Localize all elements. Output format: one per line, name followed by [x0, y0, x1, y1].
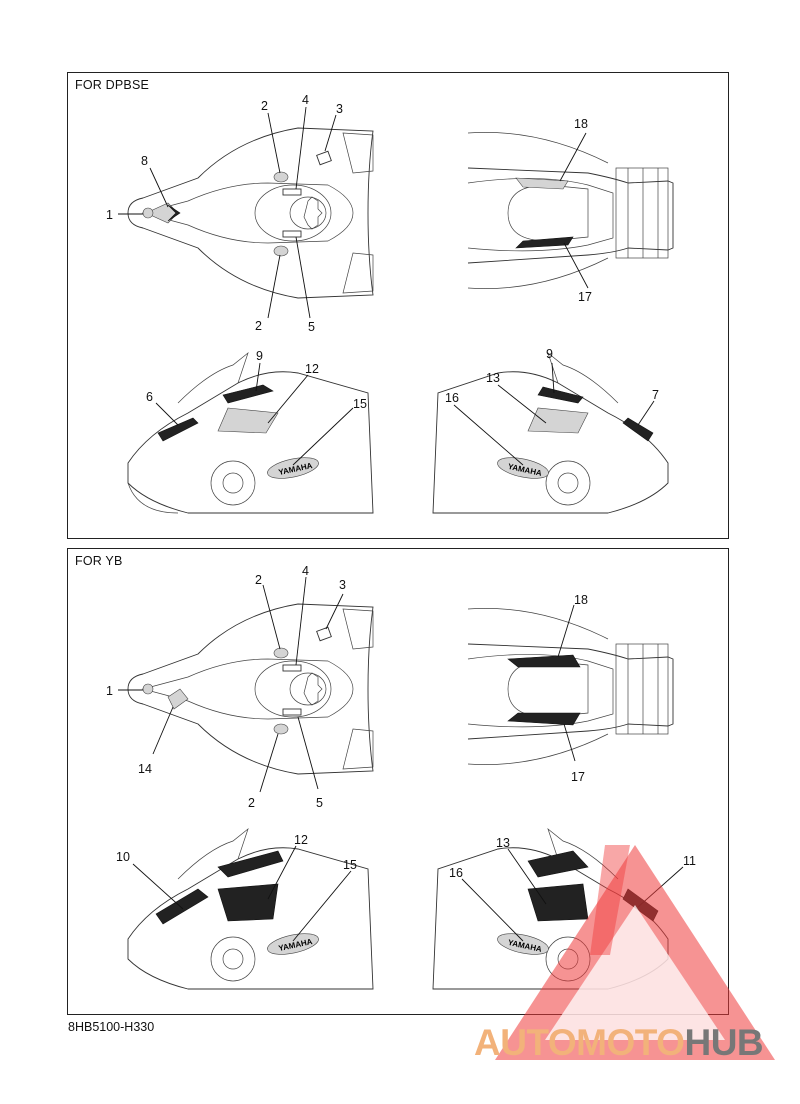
callout-label: 7 [652, 388, 659, 402]
callout-label: 2 [261, 99, 268, 113]
watermark-text [474, 1022, 763, 1064]
callout-label: 13 [496, 836, 510, 850]
callout-label: 18 [574, 593, 588, 607]
top-view-front [128, 128, 373, 298]
callout-label: 6 [146, 390, 153, 404]
callout-label: 18 [574, 117, 588, 131]
watermark-text-part2: HUB [684, 1022, 764, 1063]
top-view-rear [468, 608, 673, 764]
callout-label: 4 [302, 564, 309, 578]
yamaha-decal-text: YAMAHA [507, 461, 543, 478]
side-view-left [128, 829, 373, 989]
yamaha-decal-text: YAMAHA [277, 937, 314, 953]
callout-label: 13 [486, 371, 500, 385]
callout-label: 16 [445, 391, 459, 405]
callout-label: 9 [546, 347, 553, 361]
top-view-front [128, 604, 373, 774]
callout-label: 1 [106, 684, 113, 698]
callout-label: 5 [316, 796, 323, 810]
yamaha-decal-text: YAMAHA [507, 937, 543, 954]
callout-label: 11 [683, 854, 696, 868]
callout-label: 3 [339, 578, 346, 592]
yamaha-decal-text: YAMAHA [277, 461, 314, 477]
callout-label: 17 [571, 770, 585, 784]
callout-label: 2 [255, 573, 262, 587]
callout-label: 9 [256, 349, 263, 363]
watermark-text-part1: AUTOMOTO [474, 1022, 685, 1063]
decal-diagram [68, 73, 730, 540]
callout-label: 16 [449, 866, 463, 880]
callout-label: 3 [336, 102, 343, 116]
callout-label: 15 [353, 397, 367, 411]
callout-label: 12 [305, 362, 319, 376]
panel-title: FOR DPBSE [75, 78, 150, 92]
callout-label: 5 [308, 320, 315, 334]
panel-for-dpbse [67, 72, 729, 539]
callout-label: 2 [255, 319, 262, 333]
callout-label: 10 [116, 850, 130, 864]
side-view-left [128, 353, 373, 513]
callout-label: 15 [343, 858, 357, 872]
callout-label: 17 [578, 290, 592, 304]
callout-label: 8 [141, 154, 148, 168]
side-view-right [433, 353, 668, 513]
callout-label: 1 [106, 208, 113, 222]
top-view-rear [468, 132, 673, 288]
panel-title: FOR YB [75, 554, 123, 568]
callout-label: 12 [294, 833, 308, 847]
callout-label: 14 [138, 762, 152, 776]
callout-label: 2 [248, 796, 255, 810]
callout-label: 4 [302, 93, 309, 107]
document-code: 8HB5100-H330 [68, 1020, 155, 1034]
